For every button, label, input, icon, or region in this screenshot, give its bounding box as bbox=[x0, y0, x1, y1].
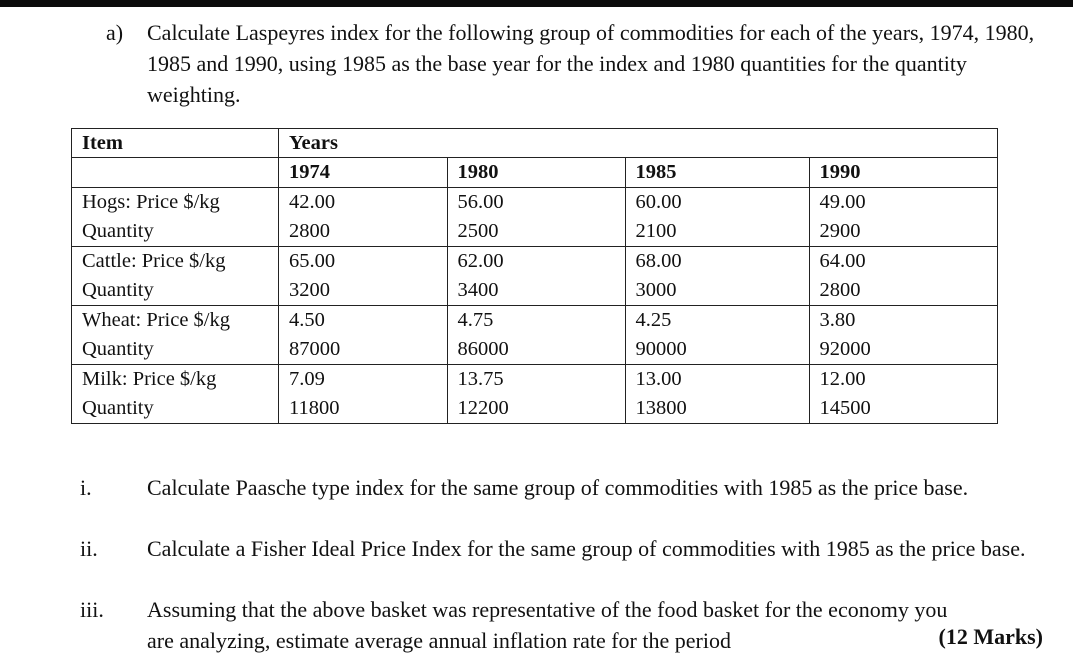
quantity-value: 2500 bbox=[457, 220, 499, 242]
quantity-value: 86000 bbox=[457, 338, 509, 360]
price-value: 3.80 bbox=[819, 309, 856, 331]
table-header-row bbox=[72, 129, 998, 158]
price-value: 56.00 bbox=[457, 191, 504, 213]
quantity-value: 92000 bbox=[819, 338, 871, 360]
price-label: Wheat: Price $/kg bbox=[82, 309, 231, 331]
quantity-value: 2800 bbox=[289, 220, 330, 242]
sub-question-number: ii. bbox=[80, 536, 98, 561]
quantity-value: 13800 bbox=[635, 397, 687, 419]
price-label: Cattle: Price $/kg bbox=[82, 250, 226, 272]
sub-question-text: Assuming that the above basket was representative of the food basket for the economy you are analyzing, estimate average annual inflation rate for the period bbox=[147, 597, 948, 653]
year-cell: 1990 bbox=[809, 158, 998, 188]
question-a bbox=[106, 17, 1056, 110]
price-value: 4.75 bbox=[457, 309, 494, 331]
sub-question-i bbox=[80, 472, 1050, 503]
price-value: 68.00 bbox=[635, 250, 682, 272]
quantity-value: 14500 bbox=[819, 397, 871, 419]
quantity-label: Quantity bbox=[82, 279, 154, 301]
quantity-label: Quantity bbox=[82, 397, 154, 419]
table-row bbox=[72, 306, 998, 365]
price-value: 65.00 bbox=[289, 250, 336, 272]
year-cell: 1980 bbox=[447, 158, 625, 188]
quantity-label: Quantity bbox=[82, 220, 154, 242]
price-value: 13.75 bbox=[457, 368, 504, 390]
quantity-value: 90000 bbox=[635, 338, 687, 360]
price-value: 64.00 bbox=[819, 250, 866, 272]
sub-question-number: iii. bbox=[80, 597, 104, 622]
sub-question-text: Calculate a Fisher Ideal Price Index for the same group of commodities with 1985 as the price base. bbox=[147, 536, 1026, 561]
item-cell bbox=[72, 247, 279, 306]
question-a-text: Calculate Laspeyres index for the following group of commodities for each of the years, 1974, 1980, 1985 and 1990, using 1985 as the base year for the index and 1980 quantities for the quantity weighting. bbox=[147, 20, 1035, 107]
commodity-table bbox=[71, 128, 998, 424]
item-cell bbox=[72, 306, 279, 365]
price-value: 4.25 bbox=[635, 309, 672, 331]
price-value: 60.00 bbox=[635, 191, 682, 213]
years-header: Years bbox=[279, 129, 448, 158]
price-value: 7.09 bbox=[289, 368, 325, 390]
quantity-value: 11800 bbox=[289, 397, 340, 419]
item-cell bbox=[72, 188, 279, 247]
sub-question-ii bbox=[80, 533, 1050, 564]
price-label: Hogs: Price $/kg bbox=[82, 191, 220, 213]
quantity-label: Quantity bbox=[82, 338, 154, 360]
price-value: 12.00 bbox=[819, 368, 866, 390]
top-border bbox=[0, 0, 1073, 7]
quantity-value: 2800 bbox=[819, 279, 861, 301]
quantity-value: 87000 bbox=[289, 338, 341, 360]
item-header: Item bbox=[72, 129, 279, 158]
year-cell: 1985 bbox=[625, 158, 809, 188]
price-value: 42.00 bbox=[289, 191, 336, 213]
marks-label: (12 Marks) bbox=[938, 624, 1043, 649]
table-row bbox=[72, 365, 998, 424]
price-value: 62.00 bbox=[457, 250, 504, 272]
table-row bbox=[72, 247, 998, 306]
quantity-value: 3400 bbox=[457, 279, 499, 301]
sub-question-text: Calculate Paasche type index for the same group of commodities with 1985 as the price base. bbox=[147, 475, 969, 500]
quantity-value: 3200 bbox=[289, 279, 330, 301]
price-value: 4.50 bbox=[289, 309, 325, 331]
price-value: 13.00 bbox=[635, 368, 682, 390]
sub-question-number: i. bbox=[80, 475, 92, 500]
quantity-value: 2900 bbox=[819, 220, 861, 242]
year-cell: 1974 bbox=[279, 158, 448, 188]
item-cell bbox=[72, 365, 279, 424]
quantity-value: 2100 bbox=[635, 220, 677, 242]
table-row bbox=[72, 188, 998, 247]
quantity-value: 3000 bbox=[635, 279, 677, 301]
sub-question-iii bbox=[80, 594, 960, 656]
years-row bbox=[72, 158, 998, 188]
question-a-label: a) bbox=[106, 20, 124, 45]
price-value: 49.00 bbox=[819, 191, 866, 213]
quantity-value: 12200 bbox=[457, 397, 509, 419]
price-label: Milk: Price $/kg bbox=[82, 368, 217, 390]
